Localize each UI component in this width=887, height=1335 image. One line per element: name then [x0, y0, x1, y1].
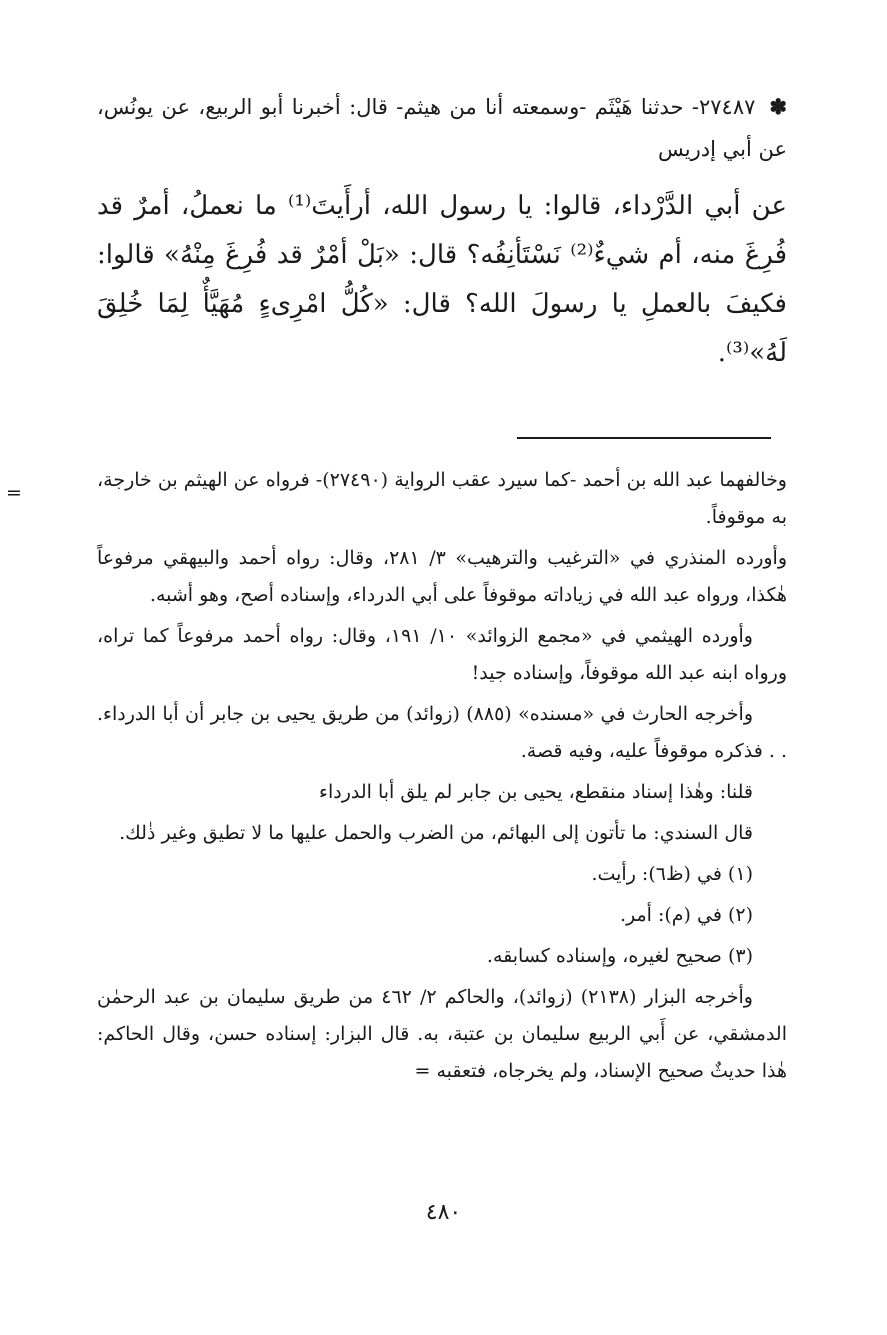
footnote-2: (٢) في (م): أمر. — [619, 904, 753, 926]
footnote-paragraph: قال السندي: ما تأتون إلى البهائم، من الضرب والحمل عليها ما لا تطيق وغير ذٰلك. — [119, 822, 753, 844]
footnotes — [97, 462, 787, 1094]
footnote-3: (٣) صحيح لغيره، وإسناده كسابقه. — [486, 945, 753, 967]
footnote-1: (١) في (ظ٦): رأيت. — [591, 863, 753, 885]
hadith-matn: عن أبي الدَّرْداء، قالوا: يا رسول الله، أرأَيتَ⁽¹⁾ ما نعملُ، أمرٌ قد فُرِغَ منه، أم شيءٌ⁽²⁾ نَسْتَأنِفُه؟ قال: «بَلْ أمْرٌ قد فُرِغَ مِنْهُ» قالوا: فكيفَ بالعملِ يا رسولَ الله؟ قال: «كُلُّ امْرِىءٍ مُهَيَّأٌ لِمَا خُلِقَ لَهُ»⁽³⁾. — [97, 191, 787, 368]
footnote-paragraph: وأورده المنذري في «الترغيب والترهيب» ٣/ ٢٨١، وقال: رواه أحمد والبيهقي مرفوعاً هٰكذا، ورواه عبد الله في زياداته موقوفاً على أبي الدرداء، وإسناده أصح، وهو أشبه. — [97, 547, 787, 606]
continuation-mark: = — [6, 482, 22, 504]
hadith-block — [97, 86, 787, 378]
footnote-paragraph: وخالفهما عبد الله بن أحمد -كما سيرد عقب الرواية (٢٧٤٩٠)- فرواه عن الهيثم بن خارجة، به موقوفاً. — [97, 469, 787, 528]
hadith-marker: ✽ — [769, 94, 787, 119]
hadith-isnad-text: ٢٧٤٨٧- حدثنا هَيْثَم -وسمعته أنا من هيثم- قال: أخبرنا أبو الربيع، عن يونُس، عن أبي إدريس — [97, 95, 787, 161]
footnote-paragraph: قلنا: وهٰذا إسناد منقطع، يحيى بن جابر لم يلق أبا الدرداء — [319, 781, 753, 803]
footnote-paragraph: وأخرجه الحارث في «مسنده» (٨٨٥) (زوائد) من طريق يحيى بن جابر أن أبا الدرداء. . . فذكره موقوفاً عليه، وفيه قصة. — [97, 703, 787, 762]
footnote-paragraph: وأورده الهيثمي في «مجمع الزوائد» ١٠/ ١٩١، وقال: رواه أحمد مرفوعاً كما تراه، ورواه ابنه عبد الله موقوفاً، وإسناده جيد! — [97, 625, 787, 684]
page-number: ٤٨٠ — [425, 1200, 462, 1225]
footnote-separator — [517, 437, 771, 439]
hadith-isnad — [97, 86, 787, 170]
footnote-paragraph: وأخرجه البزار (٢١٣٨) (زوائد)، والحاكم ٢/ ٤٦٢ من طريق سليمان بن عبد الرحمٰن الدمشقي، عن أَبي الربيع سليمان بن عتبة، به. قال البزار: إسناده حسن، وقال الحاكم: هٰذا حديثٌ صحيح الإسناد، ولم يخرجاه، فتعقبه = — [97, 986, 787, 1082]
